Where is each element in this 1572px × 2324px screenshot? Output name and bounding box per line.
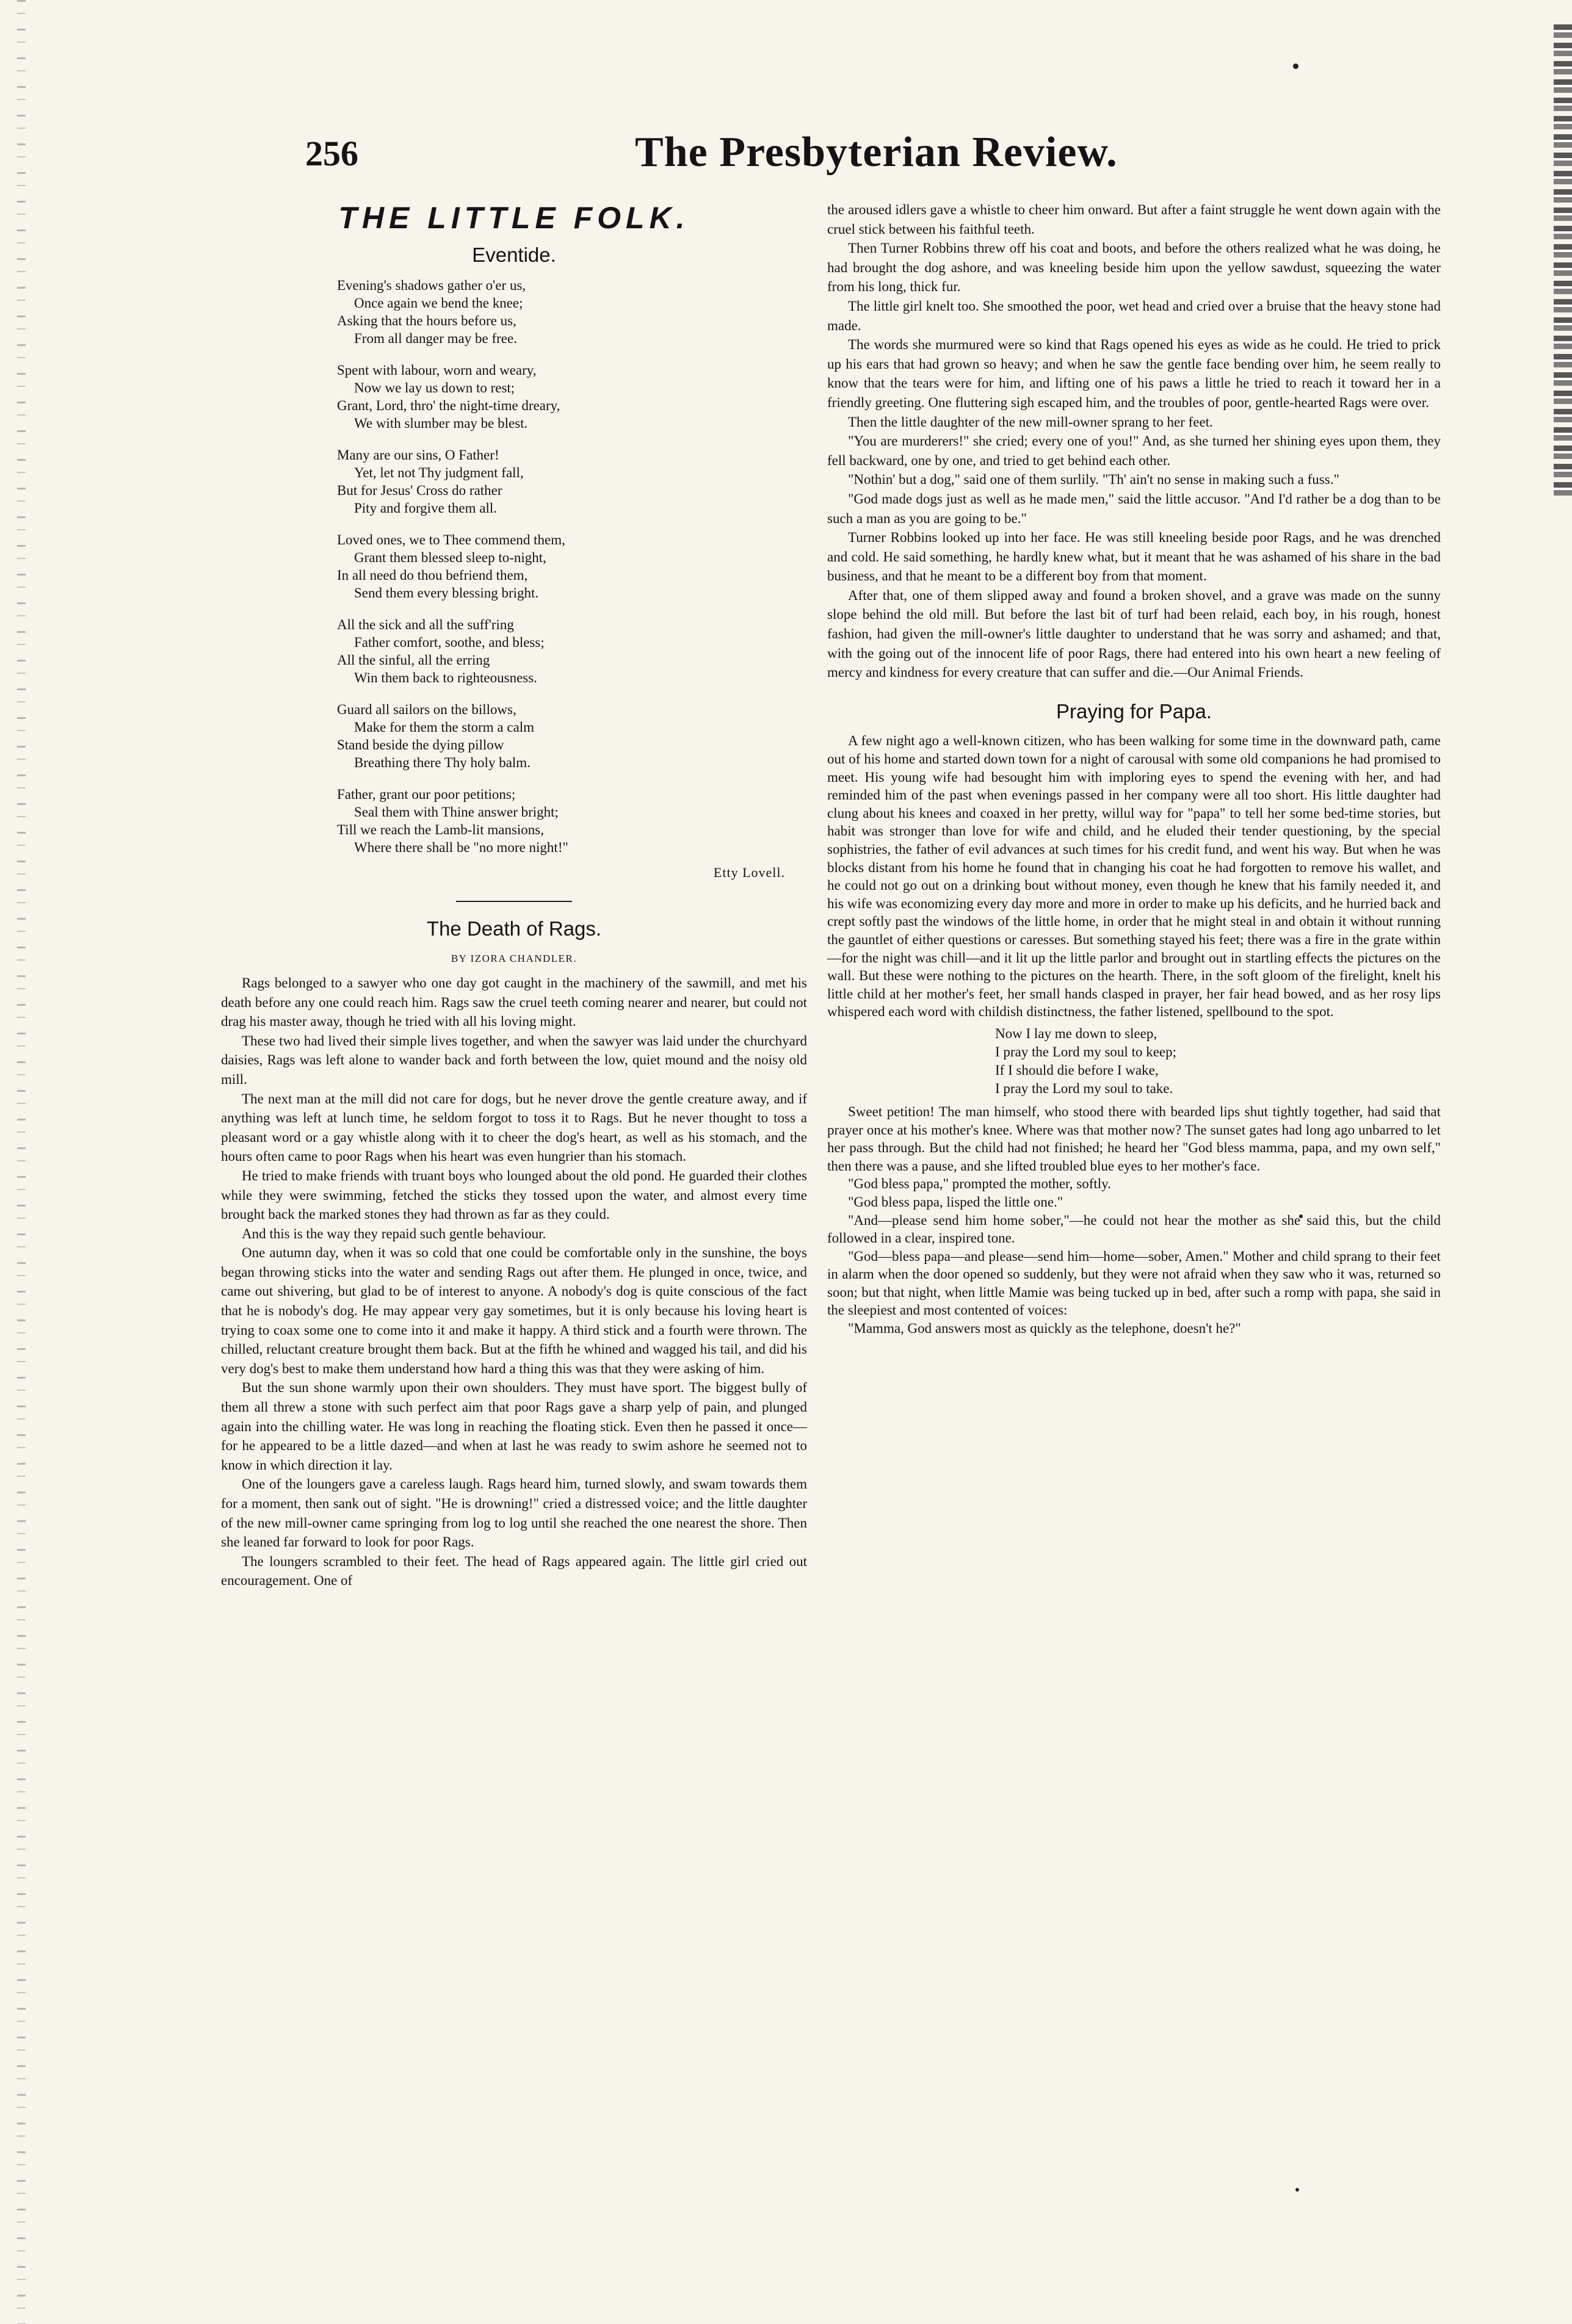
poem-line: In all need do thou befriend them, xyxy=(337,568,528,583)
story-paragraph: Turner Robbins looked up into her face. He was still kneeling beside poor Rags, and he was drenched and cold. He said something, he hardly knew what, but it meant that he was ashamed of his share in the bad business, and that he meant to be a different boy from that moment. xyxy=(827,530,1441,584)
poem-author: Etty Lovell. xyxy=(713,865,785,881)
scan-color-strip xyxy=(1554,24,1572,500)
poem-line: Grant, Lord, thro' the night-time dreary, xyxy=(337,398,560,414)
poem-stanza xyxy=(337,701,807,771)
section-gap xyxy=(827,682,1441,702)
poem-line: Stand beside the dying pillow xyxy=(337,737,504,753)
ink-dot xyxy=(1295,2188,1299,2192)
poem-title: Eventide. xyxy=(472,243,556,266)
prayer-line: If I should die before I wake, xyxy=(995,1062,1159,1078)
divider-rule xyxy=(456,901,572,902)
poem-stanza xyxy=(337,785,807,856)
poem-line: Yet, let not Thy judgment fall, xyxy=(354,465,524,481)
right-column xyxy=(827,200,1441,1338)
poem-eventide xyxy=(337,276,807,856)
poem-line: Many are our sins, O Father! xyxy=(337,447,499,463)
poem-line: Till we reach the Lamb-lit mansions, xyxy=(337,822,544,838)
poem-line: All the sick and all the suff'ring xyxy=(337,617,514,633)
praying-paragraph: "God bless papa, lisped the little one." xyxy=(848,1194,1063,1210)
praying-paragraph: "And—please send him home sober,"—he could not hear the mother as she said this, but the child followed in a clear, inspired tone. xyxy=(827,1212,1441,1246)
poem-stanza xyxy=(337,616,807,687)
poem-line: Send them every blessing bright. xyxy=(354,585,539,601)
poem-line: All the sinful, all the erring xyxy=(337,652,490,668)
story-paragraph: After that, one of them slipped away and found a broken shovel, and a grave was made on the sunny slope behind the old mill. But before the last bit of turf had been relaid, each boy, in his rough, honest fashion, had given the mill-owner's little daughter to understand that he was sorry and ashamed; and that, with the going out of the innocent life of poor Rags, there had entered into his own heart a new feeling of mercy and kindness for every creature that can suffer and die.—Our Animal Friends. xyxy=(827,587,1441,680)
left-column xyxy=(221,201,807,1590)
poem-line: Spent with labour, worn and weary, xyxy=(337,363,537,378)
story-paragraph: But the sun shone warmly upon their own shoulders. They must have sport. The biggest bully of them all threw a stone with such perfect aim that poor Rags gave a sharp yelp of pain, and plunged again into the chilling water. He was long in reaching the floating stick. Even then he passed it once—for he appeared to be a little dazed—and when at last he was ready to swim ashore he seemed not to know in which direction it lay. xyxy=(221,1380,807,1473)
poem-line: Now we lay us down to rest; xyxy=(354,380,515,396)
story-paragraph: One autumn day, when it was so cold that one could be comfortable only in the sunshine, the boys began throwing sticks into the water and sending Rags out after them. He plunged in once, twice, and came out shivering, but glad to be of interest to anyone. A nobody's dog is quite conscious of the fact that he is nobody's dog. He may appear very gay sometimes, but it is only because his loving heart is trying to coax some one to come into it and make it happy. A third stick and a fourth were thrown. The chilled, reluctant creature brought them back. But at the fifth he whined and wagged his tail, and did his very dog's best to make them understand how hard a thing this was that they were asking of him. xyxy=(221,1245,807,1376)
story-paragraph: Then the little daughter of the new mill-owner sprang to her feet. xyxy=(848,414,1213,430)
story-paragraph: the aroused idlers gave a whistle to cheer him onward. But after a faint struggle he went down again with the cruel stick between his faithful teeth. xyxy=(827,202,1441,237)
story-paragraph: Then Turner Robbins threw off his coat and boots, and before the others realized what he was doing, he had brought the dog ashore, and was kneeling beside him upon the yellow sawdust, squeezing the water from his long, thick fur. xyxy=(827,240,1441,295)
poem-line: Father, grant our poor petitions; xyxy=(337,787,516,803)
praying-paragraph: A few night ago a well-known citizen, who has been walking for some time in the downward path, came out of his home and started down town for a night of carousal with some old companions he had promised to meet. His young wife had besought him with imploring eyes to spend the evening with her, and had reminded him of the past when evenings passed in her company were all too short. His little daughter had clung about his knees and coaxed in her pretty, willul way for "papa" to tell her some bed-time stories, but habit was stronger than love for wife and child, and he eluded their tender questioning, by the special sophistries, the father of evil advances at such times for his credit fund, and went his way. But when he was blocks distant from his home he found that in changing his coat he had forgotten to remove his wallet, and he could not go out on a drinking bout without money, even though he knew that his family needed it, and his wife was economizing every day more and more in order to make up his deficits, and he hurried back and crept softly past the windows of the little home, in order that he might steal in and obtain it without running the gauntlet of either questions or caresses. But something stayed his feet; there was a fire in the grate within—for the night was chill—and it lit up the little parlor and brought out in startling effects the pictures on the wall. But these were nothing to the pictures on the hearth. There, in the soft gloom of the firelight, knelt his little child at her mother's feet, her small hands clasped in prayer, her fair head bowed, and as her rosy lips whispered each word with childish distinctness, the father listened, spellbound to the spot. xyxy=(827,733,1441,1020)
praying-paragraph: "God bless papa," prompted the mother, softly. xyxy=(848,1176,1111,1192)
poem-line: Asking that the hours before us, xyxy=(337,313,516,329)
poem-line: Loved ones, we to Thee commend them, xyxy=(337,532,565,548)
section-heading: THE LITTLE FOLK. xyxy=(338,201,690,235)
story-paragraph: The loungers scrambled to their feet. The head of Rags appeared again. The little girl cried out encouragement. One of xyxy=(221,1553,807,1589)
praying-title: Praying for Papa. xyxy=(1056,699,1212,723)
story-paragraph: The next man at the mill did not care for dogs, but he never drove the gentle creature away, and if anything was left at lunch time, he seldom forgot to toss it to Rags. But he never thought to toss a pleasant word or a gay whistle along with it to cheer the dog's heart, as well as his stomach, and the hours often came to poor Rags when his heart was even hungrier than his stomach. xyxy=(221,1091,807,1164)
poem-line: Once again we bend the knee; xyxy=(354,295,523,311)
poem-line: Evening's shadows gather o'er us, xyxy=(337,278,526,294)
poem-line: Pity and forgive them all. xyxy=(354,500,498,516)
poem-line: Win them back to righteousness. xyxy=(354,670,537,686)
prayer-line: Now I lay me down to sleep, xyxy=(995,1025,1157,1041)
poem-line: Breathing there Thy holy balm. xyxy=(354,755,531,771)
poem-stanza xyxy=(337,531,807,602)
story-paragraph: "Nothin' but a dog," said one of them surlily. "Th' ain't no sense in making such a fuss." xyxy=(848,472,1339,488)
prayer-line: I pray the Lord my soul to take. xyxy=(995,1080,1173,1096)
poem-line: From all danger may be free. xyxy=(354,331,517,347)
poem-line: We with slumber may be blest. xyxy=(354,416,528,431)
poem-stanza xyxy=(337,446,807,517)
prayer-verse xyxy=(995,1025,1441,1098)
poem-line: Guard all sailors on the billows, xyxy=(337,702,516,718)
running-title: The Presbyterian Review. xyxy=(635,129,1118,176)
poem-line: Grant them blessed sleep to-night, xyxy=(354,550,546,566)
story-paragraph: "God made dogs just as well as he made men," said the little accusor. "And I'd rather be a dog than to be such a man as you are going to be." xyxy=(827,491,1441,526)
poem-stanza xyxy=(337,276,807,347)
story-paragraph: He tried to make friends with truant boys who lounged about the old pond. He guarded their clothes while they were swimming, fetched the sticks they tossed upon the water, and almost every time brought back the marked stones they had thrown as far as they could. xyxy=(221,1167,807,1222)
story-paragraph: These two had lived their simple lives together, and when the sawyer was laid under the churchyard daisies, Rags was left alone to wander back and forth between the low, quiet mound and the noisy old mill. xyxy=(221,1033,807,1087)
praying-paragraph: "God—bless papa—and please—send him—home—sober, Amen." Mother and child sprang to their feet in alarm when the door opened so suddenly, but they were not afraid when they saw who it was, returned so soon; but that night, when little Mamie was being tucked up in bed, after such a romp with papa, she said in the sleepiest and most contented of voices: xyxy=(827,1248,1441,1318)
page-header xyxy=(305,128,1233,183)
story-paragraph: "You are murderers!" she cried; every one of you!" And, as she turned her shining eyes upon them, they fell backward, one by one, and tried to get behind each other. xyxy=(827,433,1441,468)
poem-line: But for Jesus' Cross do rather xyxy=(337,483,502,499)
poem-stanza xyxy=(337,361,807,432)
poem-line: Father comfort, soothe, and bless; xyxy=(354,635,545,651)
scan-binding-edge xyxy=(17,0,26,2324)
prayer-line: I pray the Lord my soul to keep; xyxy=(995,1044,1177,1059)
praying-paragraph: Sweet petition! The man himself, who stood there with bearded lips shut tightly together, had said that prayer once at his mother's knee. Where was that mother now? The sunset gates had long ago unbarred to let her pass through. But the child had not finished; he heard her "God bless mamma, papa, and my own self," then there was a pause, and she lifted troubled blue eyes to her mother's face. xyxy=(827,1103,1441,1174)
praying-paragraph: "Mamma, God answers most as quickly as the telephone, doesn't he?" xyxy=(848,1321,1241,1337)
story-byline: BY IZORA CHANDLER. xyxy=(451,953,578,965)
story-paragraph: One of the loungers gave a careless laugh. Rags heard him, turned slowly, and swam towards them for a moment, then sank out of sight. "He is drowning!" cried a distressed voice; and the little daughter of the new mill-owner came springing from log to log until she reached the one nearest the shore. Then she leaned far forward to look for poor Rags. xyxy=(221,1476,807,1550)
story-paragraph: Rags belonged to a sawyer who one day got caught in the machinery of the sawmill, and met his death before any one could reach him. Rags saw the cruel teeth coming nearer and nearer, but could not drag his master away, though he tried with all his loving might. xyxy=(221,975,807,1030)
poem-line: Make for them the storm a calm xyxy=(354,720,535,735)
story-title: The Death of Rags. xyxy=(426,917,602,940)
poem-line: Where there shall be "no more night!" xyxy=(354,840,568,856)
page-number: 256 xyxy=(305,134,358,173)
story-paragraph: The little girl knelt too. She smoothed the poor, wet head and cried over a bruise that the heavy stone had made. xyxy=(827,298,1441,333)
ink-dot xyxy=(1293,63,1299,69)
poem-line: Seal them with Thine answer bright; xyxy=(354,804,559,820)
story-paragraph: The words she murmured were so kind that Rags opened his eyes as wide as he could. He tried to prick up his ears that had grown so heavy; and when he saw the gentle face bending over him, he seem really to know that the tears were for him, and lifting one of his paws a little he tried to reach it toward her in a friendly greeting. One fluttering sigh escaped him, and the troubles of poor, gentle-hearted Rags were over. xyxy=(827,337,1441,410)
story-paragraph: And this is the way they repaid such gentle behaviour. xyxy=(242,1225,546,1241)
